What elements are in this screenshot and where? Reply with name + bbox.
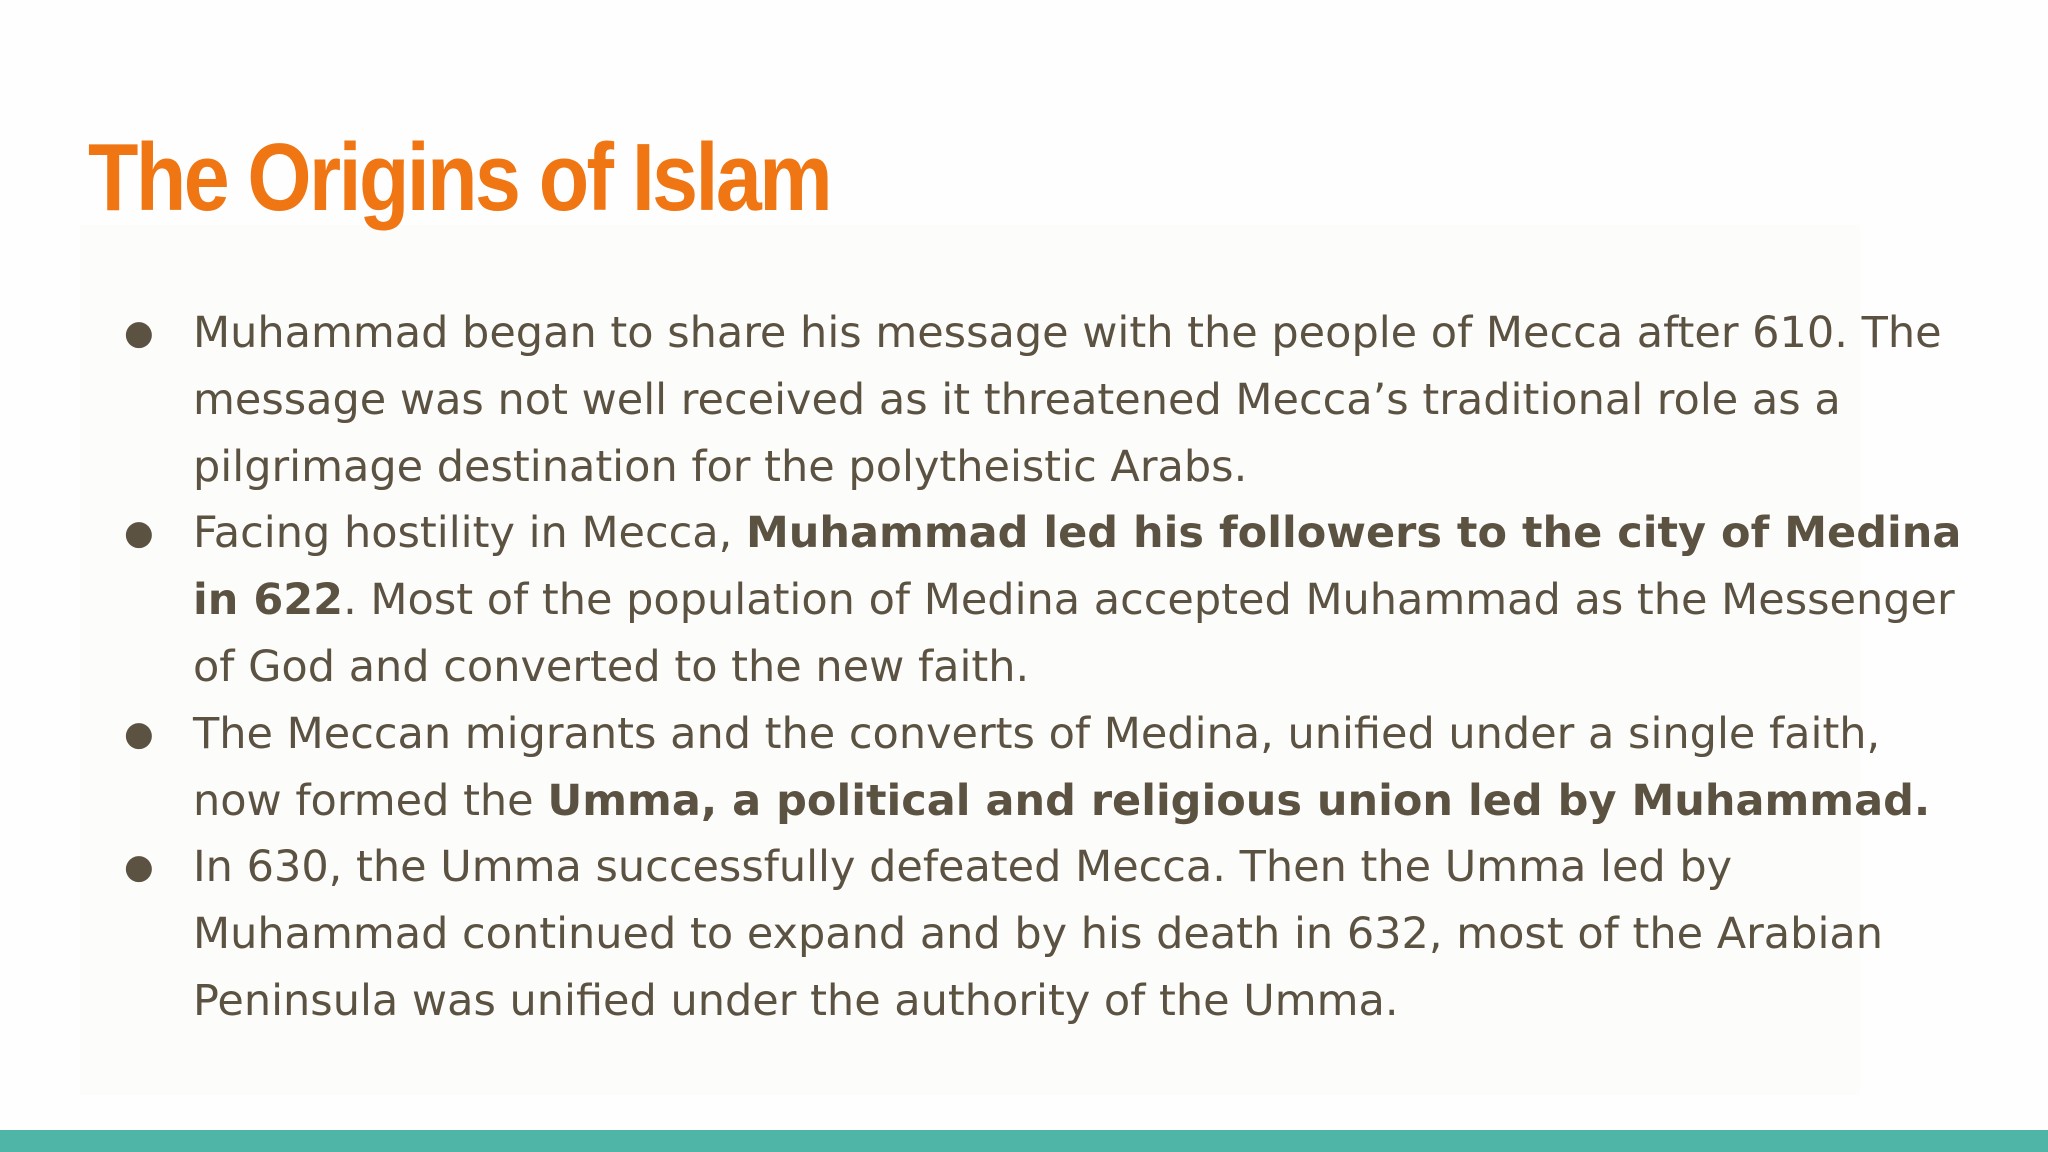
bullet-item-1 bbox=[118, 300, 1978, 500]
bullet-text-post: . Most of the population of Medina accepted Muhammad as the Messenger of God and converted to the new faith. bbox=[193, 575, 1955, 692]
bullet-dot-icon: ● bbox=[124, 713, 154, 754]
bullet-list bbox=[118, 300, 1978, 1035]
bullet-text-pre: Facing hostility in Mecca, bbox=[193, 508, 746, 559]
bullet-text: Muhammad began to share his message with the people of Mecca after 610. The message was not well received as it threatened Mecca’s traditional role as a pilgrimage destination for the polytheistic Arabs. bbox=[193, 308, 1942, 492]
bullet-text-bold: Umma, a political and religious union led by Muhammad. bbox=[547, 775, 1931, 826]
bullet-item-2 bbox=[118, 500, 1978, 700]
bullet-item-3 bbox=[118, 701, 1978, 835]
bullet-dot-icon: ● bbox=[124, 513, 154, 554]
bullet-text-bold: Muhammad led his followers to the city of Medina in 622 bbox=[193, 508, 1962, 626]
bullet-dot-icon: ● bbox=[124, 313, 154, 353]
bottom-accent-bar bbox=[0, 1130, 2048, 1152]
bullet-text-pre: The Meccan migrants and the converts of Medina, unified under a single faith, now formed the bbox=[193, 708, 1881, 826]
bullet-item-4 bbox=[118, 834, 1978, 1034]
bullet-text: In 630, the Umma successfully defeated Mecca. Then the Umma led by Muhammad continued to expand and by his death in 632, most of the Arabian Peninsula was unified under the authority of the Umma. bbox=[193, 842, 1883, 1026]
bullet-dot-icon: ● bbox=[124, 847, 154, 888]
slide-title: The Origins of Islam bbox=[88, 124, 831, 231]
